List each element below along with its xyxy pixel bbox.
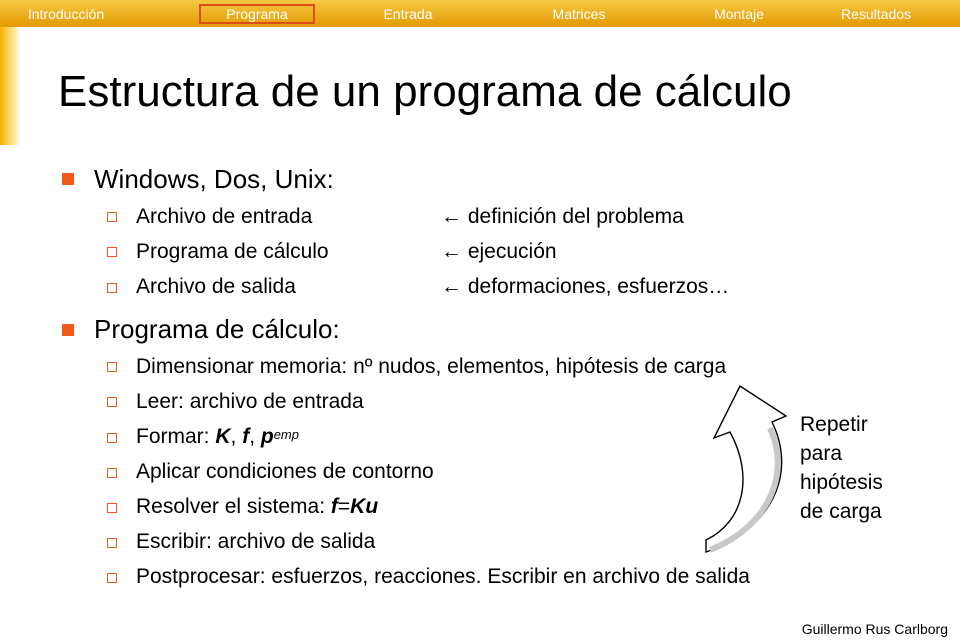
- equals-sign: =: [337, 495, 351, 518]
- nav-matrices[interactable]: Matrices: [552, 6, 606, 22]
- list-item: Aplicar condiciones de contorno: [136, 460, 434, 483]
- formar-prefix: Formar:: [136, 425, 216, 448]
- slide-title: Estructura de un programa de cálculo: [58, 67, 792, 116]
- nav-montaje[interactable]: Montaje: [714, 6, 764, 22]
- nav-programa[interactable]: Programa: [199, 4, 315, 24]
- top-navigation: [0, 0, 960, 27]
- nav-entrada[interactable]: Entrada: [383, 6, 433, 22]
- item-bullet: [107, 247, 117, 257]
- item-bullet: [107, 212, 117, 222]
- item-bullet: [107, 283, 117, 293]
- item-bullet: [107, 397, 117, 407]
- list-item-result: ← ejecución: [441, 240, 557, 263]
- item-bullet: [107, 433, 117, 443]
- separator: ,: [249, 425, 261, 448]
- vector-p: p: [260, 425, 274, 448]
- resolver-prefix: Resolver el sistema:: [136, 495, 331, 518]
- list-item: Postprocesar: esfuerzos, reacciones. Escribir en archivo de salida: [136, 565, 750, 588]
- item-bullet: [107, 538, 117, 548]
- list-item: Leer: archivo de entrada: [136, 390, 364, 413]
- side-accent-bar: [0, 27, 20, 145]
- nav-introduccion[interactable]: Introducción: [27, 6, 105, 22]
- separator: ,: [230, 425, 243, 448]
- list-item-result: ← definición del problema: [441, 205, 684, 228]
- author-footer: Guillermo Rus Carlborg: [801, 621, 948, 637]
- section-bullet: [62, 324, 74, 336]
- section-heading: Programa de cálculo:: [94, 314, 340, 344]
- vector-f: f: [330, 495, 338, 518]
- list-item: Dimensionar memoria: nº nudos, elementos, hipótesis de carga: [136, 355, 727, 378]
- superscript-emp: emp: [273, 427, 299, 442]
- list-item: Archivo de salida: [136, 275, 296, 298]
- list-item: Programa de cálculo: [136, 240, 329, 263]
- item-bullet: [107, 468, 117, 478]
- vector-f: f: [242, 425, 250, 448]
- list-item-resolver: [136, 493, 378, 521]
- repeat-line: Repetir: [800, 413, 868, 436]
- list-item: Archivo de entrada: [136, 205, 313, 228]
- curved-repeat-arrow-icon: [700, 380, 800, 560]
- list-item: Escribir: archivo de salida: [136, 530, 376, 553]
- item-bullet: [107, 573, 117, 583]
- repeat-line: hipótesis: [800, 471, 883, 494]
- repeat-line: para: [800, 442, 843, 465]
- section-heading: Windows, Dos, Unix:: [94, 164, 334, 194]
- item-bullet: [107, 503, 117, 513]
- repeat-note: [800, 410, 930, 526]
- product-ku: Ku: [350, 495, 379, 518]
- list-item-formar: [136, 423, 299, 451]
- matrix-k: K: [215, 425, 231, 448]
- section-bullet: [62, 173, 74, 185]
- item-bullet: [107, 362, 117, 372]
- repeat-line: de carga: [800, 500, 882, 523]
- nav-resultados[interactable]: Resultados: [840, 6, 912, 22]
- list-item-result: ← deformaciones, esfuerzos…: [441, 275, 730, 298]
